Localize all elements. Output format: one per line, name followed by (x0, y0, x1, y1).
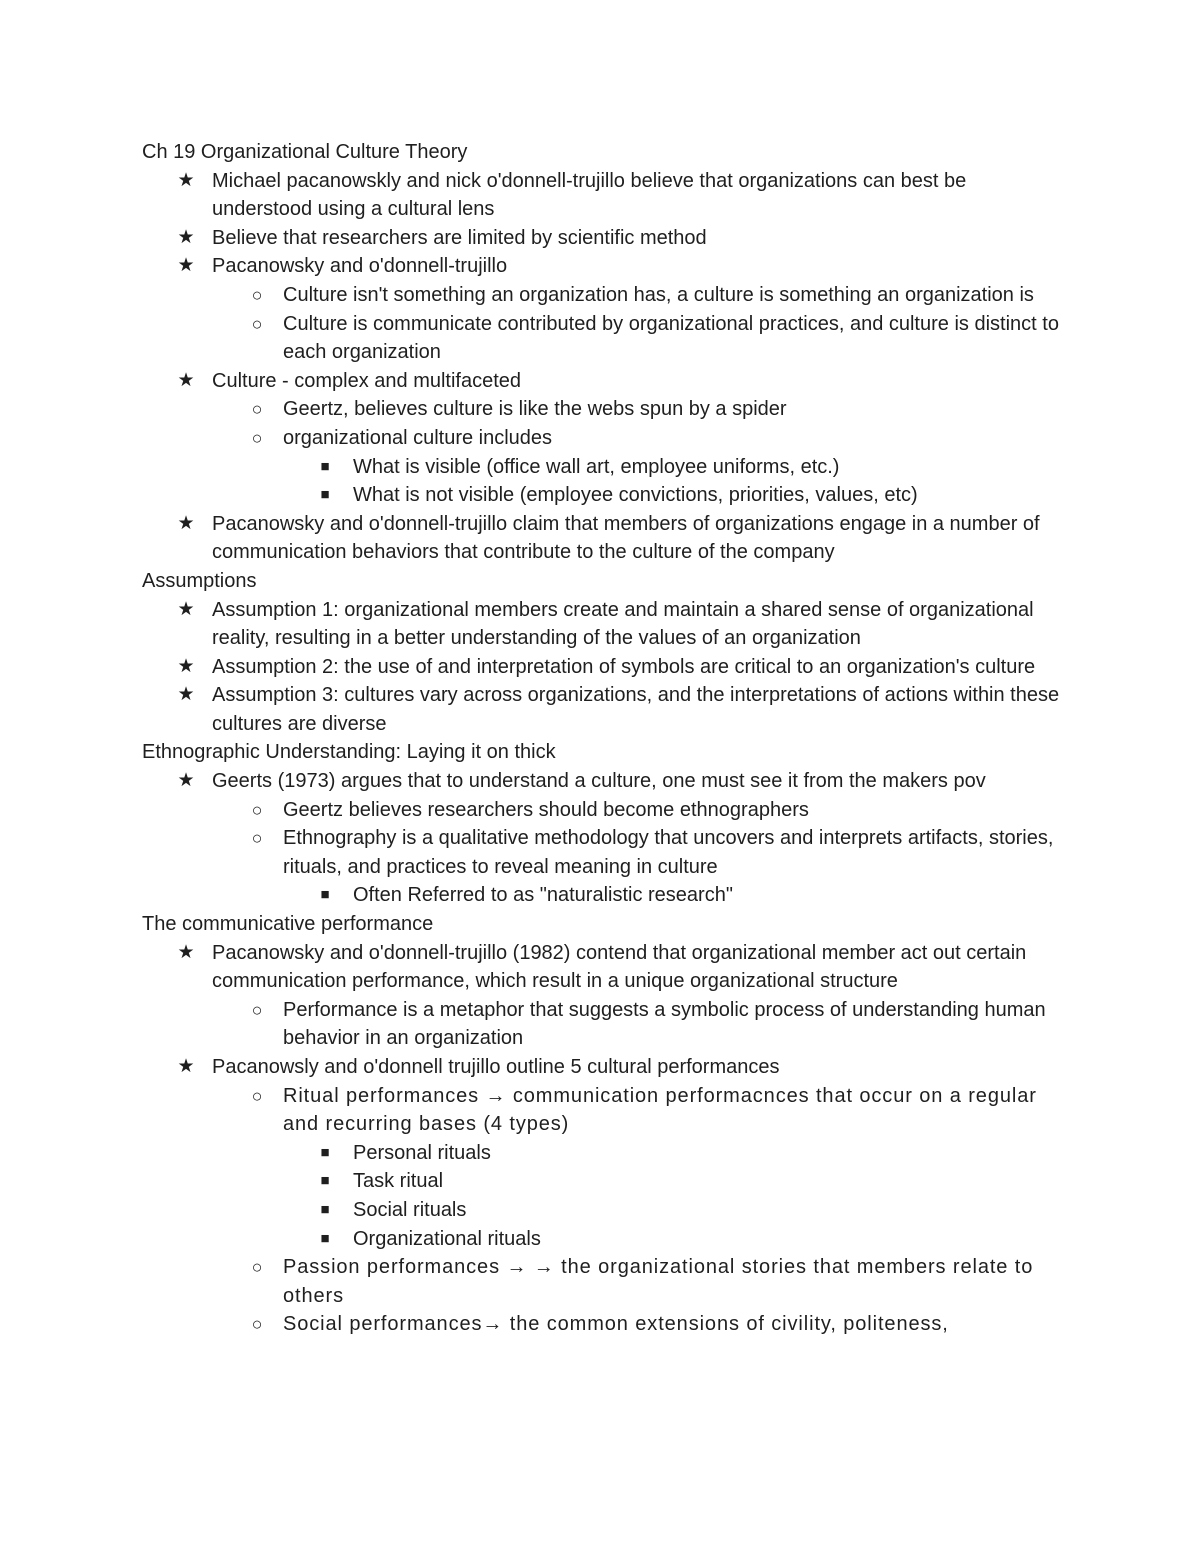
list-item-text: Assumption 2: the use of and interpretation of symbols are critical to an organization's culture (212, 655, 1036, 678)
list-item-text: Geertz, believes culture is like the webs spun by a spider (283, 398, 787, 421)
star-bullet-icon: ★ (177, 941, 195, 963)
list-item-text: Culture - complex and multifaceted (212, 369, 522, 392)
list-item-level-3 (142, 1225, 1062, 1254)
star-bullet-icon: ★ (177, 169, 195, 191)
list-item-level-3 (142, 453, 1062, 482)
circle-bullet-icon: ○ (251, 1314, 263, 1335)
list-item-text: organizational culture includes (283, 426, 553, 449)
list-item-text: Ethnography is a qualitative methodology that uncovers and interprets artifacts, stories, rituals, and practices to reveal meaning in culture (283, 827, 1054, 878)
list-item-text: Geerts (1973) argues that to understand a culture, one must see it from the makers pov (212, 770, 986, 793)
list-item-text: Social rituals (353, 1198, 467, 1221)
list-item-text: Performance is a metaphor that suggests a symbolic process of understanding human behavior in an organization (283, 998, 1046, 1050)
circle-bullet-icon: ○ (251, 799, 263, 820)
list-item-text: What is not visible (employee convictions, priorities, values, etc) (353, 484, 918, 507)
list-item-level-1 (142, 939, 1062, 996)
star-bullet-icon: ★ (177, 1056, 195, 1077)
list-item-text: Task ritual (353, 1170, 444, 1193)
section-heading: The communicative performance (142, 913, 434, 936)
list-item-text: Pacanowsly and o'donnell trujillo outline 5 cultural performances (212, 1056, 780, 1078)
list-item-level-3 (142, 1196, 1062, 1225)
circle-bullet-icon: ○ (251, 313, 263, 334)
section-heading: Ch 19 Organizational Culture Theory (142, 141, 468, 163)
list-item-text: Pacanowsky and o'donnell-trujillo (1982) contend that organizational member act out certain communication performance, which result in a unique organizational structure (212, 941, 1027, 993)
square-bullet-icon: ■ (320, 486, 330, 504)
list-item-text: Ritual performances → communication performacnces that occur on a regular and recurring bases (4 types) (283, 1084, 1037, 1136)
list-item-level-3 (142, 881, 1062, 910)
square-bullet-icon: ■ (320, 1143, 330, 1161)
list-item-text: Assumption 3: cultures vary across organizations, and the interpretations of actions within these cultures are diverse (212, 684, 1060, 735)
circle-bullet-icon: ○ (251, 427, 263, 448)
list-item-level-2 (142, 424, 1062, 453)
star-bullet-icon: ★ (177, 369, 195, 391)
list-item-level-1 (142, 510, 1062, 567)
section-heading: Ethnographic Understanding: Laying it on thick (142, 741, 556, 764)
circle-bullet-icon: ○ (251, 828, 263, 849)
list-item-text: Pacanowsky and o'donnell-trujillo claim that members of organizations engage in a number of communication behaviors that contribute to the culture of the company (212, 512, 1040, 564)
square-bullet-icon: ■ (320, 1172, 330, 1190)
document-body (142, 138, 1062, 1339)
list-item-level-1 (142, 224, 1062, 253)
list-item-level-3 (142, 1139, 1062, 1168)
list-item-text: Believe that researchers are limited by scientific method (212, 226, 707, 249)
list-item-level-2 (142, 281, 1062, 310)
list-item-level-2 (142, 310, 1062, 367)
list-item-level-1 (142, 167, 1062, 224)
list-item-text: Geertz believes researchers should become ethnographers (283, 798, 809, 821)
list-item-text: Social performances→ the common extensions of civility, politeness, (283, 1313, 949, 1336)
list-item-level-2 (142, 1082, 1062, 1139)
list-item-text: Personal rituals (353, 1141, 491, 1164)
list-item-level-3 (142, 481, 1062, 510)
section-heading: Assumptions (142, 569, 257, 592)
square-bullet-icon: ■ (320, 1229, 330, 1247)
star-bullet-icon: ★ (177, 598, 195, 620)
list-item-level-1 (142, 681, 1062, 738)
star-bullet-icon: ★ (177, 226, 195, 248)
list-item-level-2 (142, 824, 1062, 881)
list-item-text: What is visible (office wall art, employee uniforms, etc.) (353, 455, 840, 478)
list-item-level-2 (142, 395, 1062, 424)
circle-bullet-icon: ○ (251, 1085, 263, 1106)
list-item-text: Michael pacanowskly and nick o'donnell-trujillo believe that organizations can best be understood using a cultural lens (212, 169, 967, 221)
square-bullet-icon: ■ (320, 1200, 330, 1218)
list-item-level-2 (142, 1310, 1062, 1339)
list-item-level-1 (142, 367, 1062, 396)
square-bullet-icon: ■ (320, 457, 330, 475)
star-bullet-icon: ★ (177, 655, 195, 677)
list-item-level-2 (142, 996, 1062, 1053)
list-item-text: Often Referred to as "naturalistic research" (353, 884, 733, 907)
list-item-level-1 (142, 252, 1062, 281)
list-item-text: Culture isn't something an organization has, a culture is something an organization is (283, 283, 1034, 306)
list-item-text: Organizational rituals (353, 1227, 541, 1250)
list-item-level-1 (142, 767, 1062, 796)
list-item-level-3 (142, 1167, 1062, 1196)
list-item-level-2 (142, 796, 1062, 825)
list-item-level-1 (142, 653, 1062, 682)
list-item-text: Culture is communicate contributed by organizational practices, and culture is distinct to each organization (283, 312, 1059, 364)
circle-bullet-icon: ○ (251, 399, 263, 420)
star-bullet-icon: ★ (177, 770, 195, 792)
star-bullet-icon: ★ (177, 512, 195, 534)
star-bullet-icon: ★ (177, 684, 195, 706)
star-bullet-icon: ★ (177, 255, 195, 277)
list-item-text: Assumption 1: organizational members create and maintain a shared sense of organizational reality, resulting in a better understanding of the values of an organization (212, 598, 1034, 650)
square-bullet-icon: ■ (320, 886, 330, 904)
list-item-level-1 (142, 1053, 1062, 1082)
circle-bullet-icon: ○ (251, 284, 263, 305)
list-item-text: Pacanowsky and o'donnell-trujillo (212, 255, 508, 278)
list-item-text: Passion performances → → the organizational stories that members relate to others (283, 1256, 1034, 1307)
circle-bullet-icon: ○ (251, 1257, 263, 1278)
list-item-level-1 (142, 596, 1062, 653)
list-item-level-2 (142, 1253, 1062, 1310)
circle-bullet-icon: ○ (251, 999, 263, 1020)
